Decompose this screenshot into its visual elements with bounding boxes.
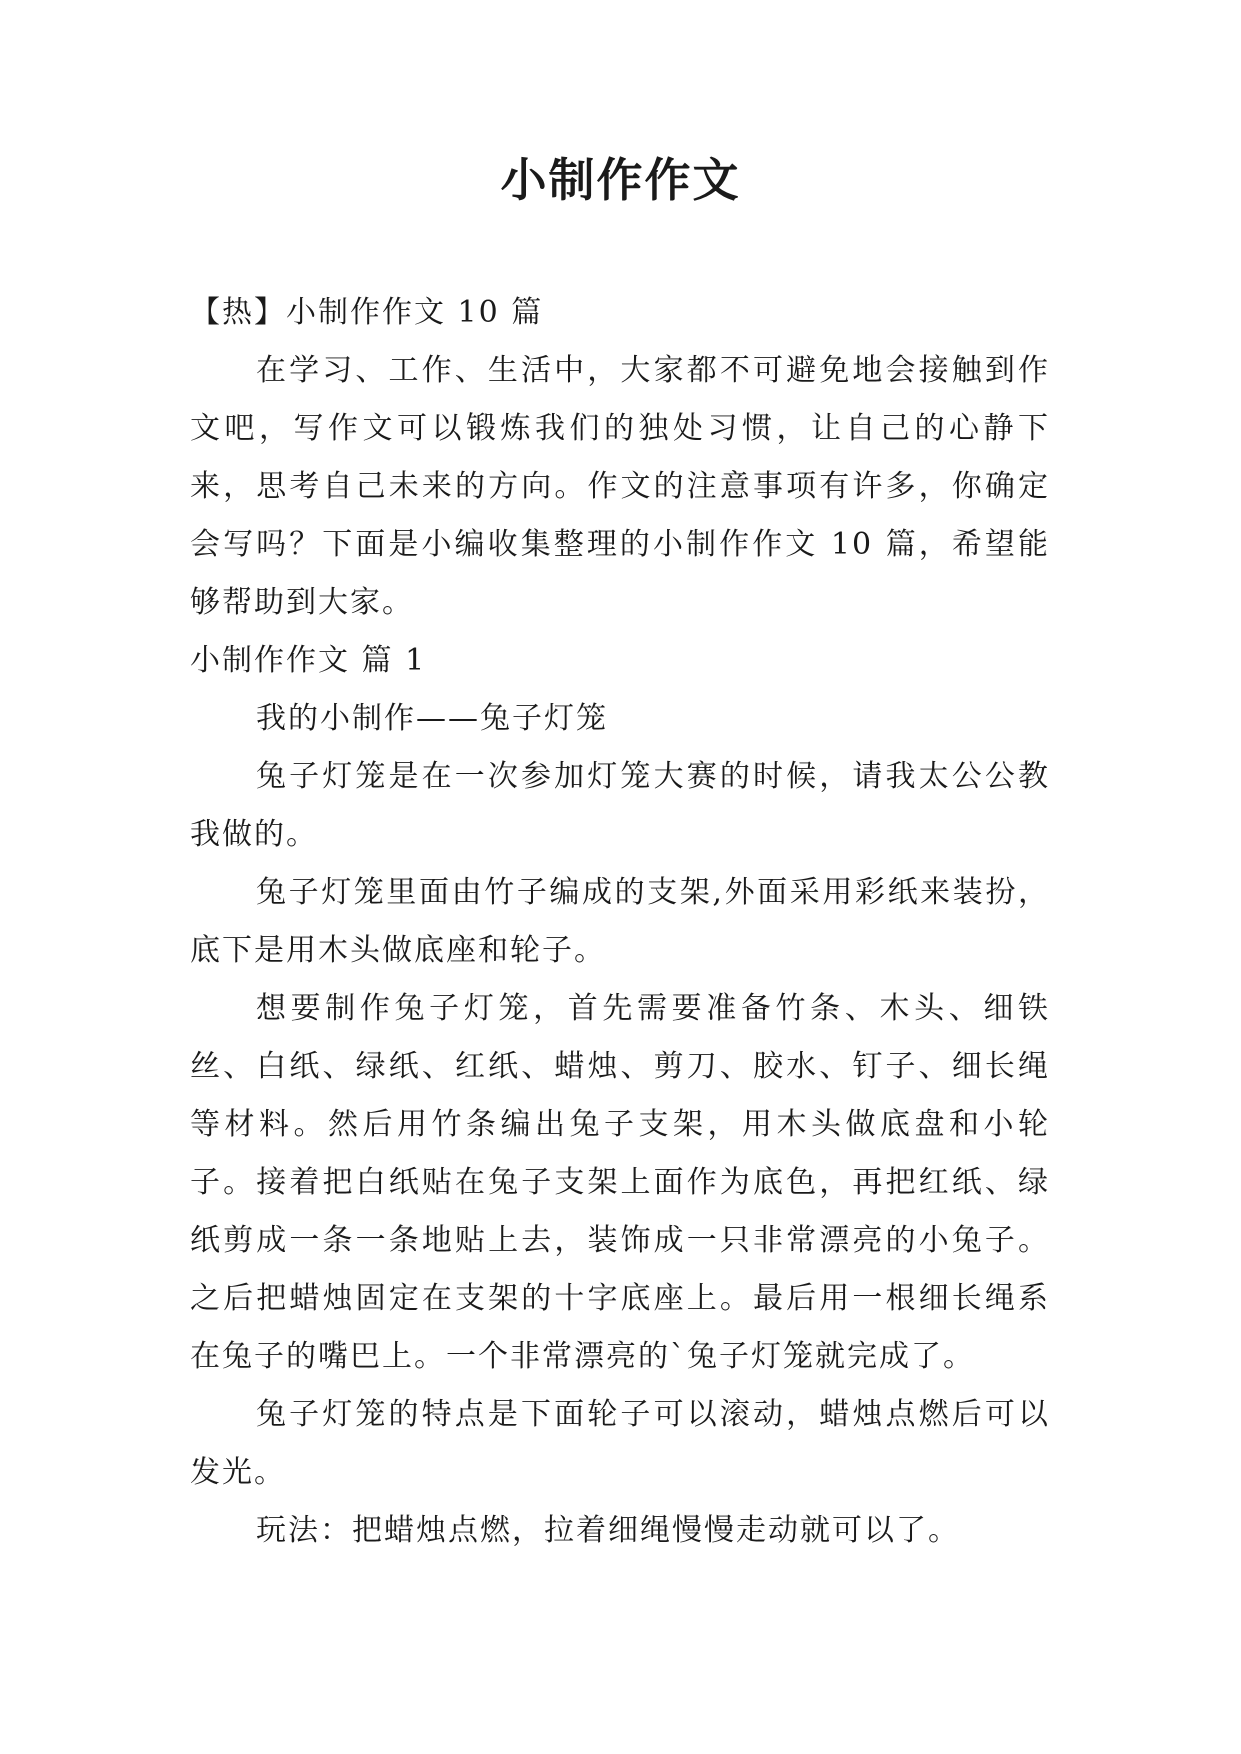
essay-paragraph: 兔子灯笼里面由竹子编成的支架,外面采用彩纸来装扮，底下是用木头做底座和轮子。 [190,875,1050,968]
section-heading: 小制作作文 篇 1 [190,643,427,678]
essay-title: 我的小制作——兔子灯笼 [256,701,608,736]
essay-paragraph: 玩法：把蜡烛点燃，拉着细绳慢慢走动就可以了。 [256,1513,960,1548]
intro-paragraph: 在学习、工作、生活中，大家都不可避免地会接触到作文吧，写作文可以锻炼我们的独处习惯，让自己的心静下来，思考自己未来的方向。作文的注意事项有许多，你确定会写吗？下面是小编收集整理的小制作作文 10 篇，希望能够帮助到大家。 [190,353,1050,620]
document-subtitle: 【热】小制作作文 10 篇 [190,295,544,330]
essay-paragraph: 兔子灯笼是在一次参加灯笼大赛的时候，请我太公公教我做的。 [190,759,1050,852]
document-title: 小制作作文 [500,153,741,207]
essay-paragraph: 想要制作兔子灯笼，首先需要准备竹条、木头、细铁丝、白纸、绿纸、红纸、蜡烛、剪刀、胶水、钉子、细长绳等材料。然后用竹条编出兔子支架，用木头做底盘和小轮子。接着把白纸贴在兔子支架上面作为底色，再把红纸、绿纸剪成一条一条地贴上去，装饰成一只非常漂亮的小兔子。之后把蜡烛固定在支架的十字底座上。最后用一根细长绳系在兔子的嘴巴上。一个非常漂亮的`兔子灯笼就完成了。 [190,991,1050,1374]
essay-paragraph: 兔子灯笼的特点是下面轮子可以滚动，蜡烛点燃后可以发光。 [190,1397,1050,1490]
document-body [190,284,1050,1560]
